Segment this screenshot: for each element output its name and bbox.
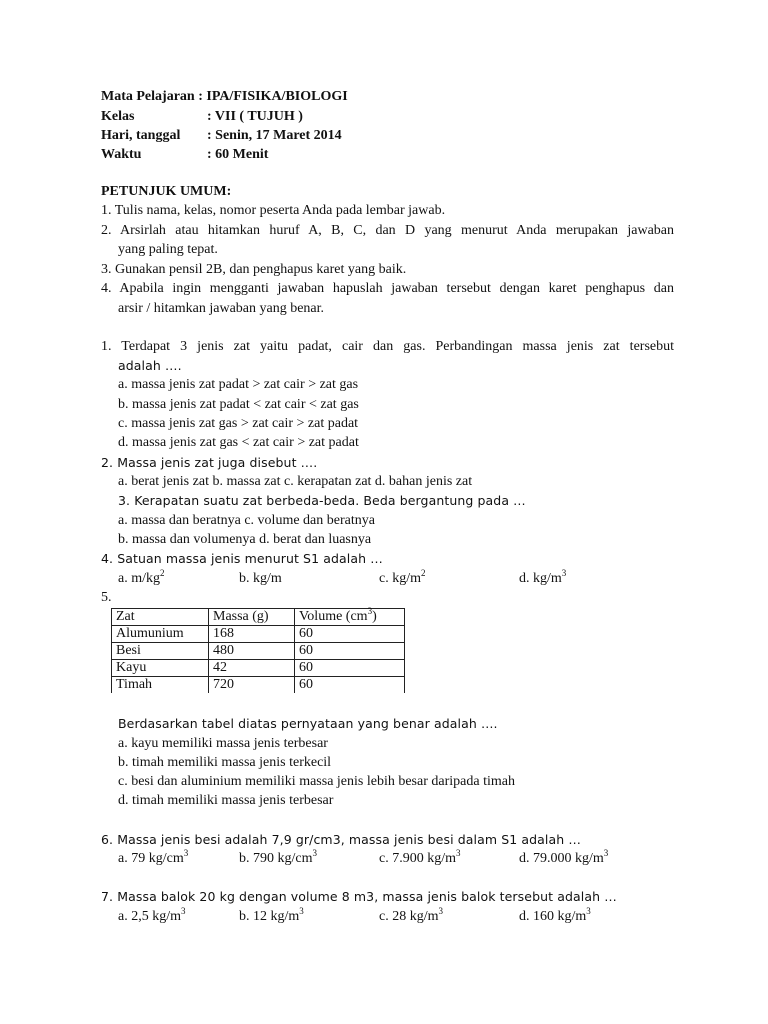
q5-option-b: b. timah memiliki massa jenis terkecil: [118, 755, 332, 770]
table-cell: 60: [295, 626, 405, 643]
q1-option-c: c. massa jenis zat gas > zat cair > zat padat: [118, 416, 359, 431]
header-time: [101, 147, 268, 163]
table-header-row: [112, 609, 405, 626]
class-value: : VII ( TUJUH ): [207, 109, 303, 124]
instruction-2a: 2. Arsirlah atau hitamkan huruf A, B, C, dan D yang menurut Anda merupakan jawaban: [101, 223, 674, 238]
q7-option-b-text: b. 12 kg/m: [239, 909, 300, 924]
date-label: Hari, tanggal: [101, 128, 181, 143]
table-cell: Besi: [112, 643, 209, 660]
table-cell: Timah: [112, 677, 209, 694]
table-cell: Kayu: [112, 660, 209, 677]
volume-header-close: ): [372, 609, 377, 624]
q6-option-d: [519, 848, 609, 867]
q4-option-a: [118, 568, 165, 587]
density-table: [111, 608, 405, 693]
subject-value: : IPA/FISIKA/BIOLOGI: [198, 89, 348, 104]
q4-option-a-text: a. m/kg: [118, 571, 160, 586]
volume-header-text: Volume (cm: [299, 609, 368, 624]
table-cell: Alumunium: [112, 626, 209, 643]
q7-option-d: [519, 906, 591, 925]
q2-stem: 2. Massa jenis zat juga disebut ….: [101, 455, 318, 470]
q4-stem: 4. Satuan massa jenis menurut S1 adalah …: [101, 551, 383, 566]
q4-option-d-sup: 3: [561, 568, 567, 578]
q5-option-d: d. timah memiliki massa jenis terbesar: [118, 793, 334, 808]
q6-option-b: [239, 848, 317, 867]
q1-option-a: a. massa jenis zat padat > zat cair > zat gas: [118, 377, 359, 392]
table-header-cell: [295, 606, 405, 626]
table-row: [112, 643, 405, 660]
q7-option-b-sup: 3: [299, 906, 304, 916]
q7-option-a-sup: 3: [181, 906, 186, 916]
instruction-4a: 4. Apabila ingin mengganti jawaban hapuslah jawaban tersebut dengan karet penghapus dan: [101, 281, 674, 296]
q1-option-d: d. massa jenis zat gas < zat cair > zat padat: [118, 435, 359, 450]
table-row: [112, 660, 405, 677]
q7-option-c-sup: 3: [438, 906, 443, 916]
q7-option-c: [379, 906, 443, 925]
q6-stem: 6. Massa jenis besi adalah 7,9 gr/cm3, massa jenis besi dalam S1 adalah …: [101, 832, 581, 847]
table-cell: 480: [209, 643, 295, 660]
table-header-cell: Zat: [112, 609, 209, 626]
table-cell: 60: [295, 660, 405, 677]
q1-stem-a: 1. Terdapat 3 jenis zat yaitu padat, cair dan gas. Perbandingan massa jenis zat tersebut: [101, 339, 674, 354]
date-value: : Senin, 17 Maret 2014: [207, 128, 342, 143]
q4-option-a-sup: 2: [160, 568, 165, 578]
q7-stem: 7. Massa balok 20 kg dengan volume 8 m3, massa jenis balok tersebut adalah …: [101, 889, 617, 904]
table-cell: 720: [209, 677, 295, 694]
table-cell: 168: [209, 626, 295, 643]
q3-stem: 3. Kerapatan suatu zat berbeda-beda. Beda bergantung pada …: [118, 493, 526, 508]
q6-option-b-text: b. 790 kg/cm: [239, 851, 313, 866]
instruction-4b: arsir / hitamkan jawaban yang benar.: [118, 301, 325, 316]
q6-option-c: [379, 848, 461, 867]
q3-options-line2: b. massa dan volumenya d. berat dan luasnya: [118, 532, 372, 547]
header-subject: [101, 89, 348, 105]
time-value: : 60 Menit: [207, 147, 269, 162]
q6-option-a-sup: 3: [183, 848, 189, 858]
q7-option-a-text: a. 2,5 kg/m: [118, 909, 181, 924]
q1-option-b: b. massa jenis zat padat < zat cair < zat gas: [118, 397, 359, 412]
q6-option-a-text: a. 79 kg/cm: [118, 851, 184, 866]
class-label: Kelas: [101, 109, 135, 124]
q7-option-d-sup: 3: [586, 906, 591, 916]
q6-option-c-sup: 3: [456, 848, 461, 858]
q4-option-d-text: d. kg/m: [519, 571, 562, 586]
q5-option-a: a. kayu memiliki massa jenis terbesar: [118, 736, 328, 751]
q2-options: a. berat jenis zat b. massa zat c. kerapatan zat d. bahan jenis zat: [118, 474, 473, 489]
q6-option-d-text: d. 79.000 kg/m: [519, 851, 604, 866]
q5-option-c: c. besi dan aluminium memiliki massa jenis lebih besar daripada timah: [118, 774, 515, 789]
table-row: [112, 677, 405, 694]
q6-option-a: [118, 848, 189, 867]
table-row: [112, 626, 405, 643]
q4-option-c-sup: 2: [421, 568, 426, 578]
q7-option-b: [239, 906, 304, 925]
q6-option-c-text: c. 7.900 kg/m: [379, 851, 456, 866]
instruction-1: 1. Tulis nama, kelas, nomor peserta Anda pada lembar jawab.: [101, 203, 446, 218]
q6-option-b-sup: 3: [312, 848, 317, 858]
q3-options-line1: a. massa dan beratnya c. volume dan beratnya: [118, 513, 375, 528]
q7-option-d-text: d. 160 kg/m: [519, 909, 587, 924]
q4-option-c: [379, 568, 426, 587]
table-cell: 42: [209, 660, 295, 677]
volume-header-sup: 3: [367, 606, 373, 616]
q4-option-c-text: c. kg/m: [379, 571, 421, 586]
instruction-2b: yang paling tepat.: [118, 242, 218, 257]
instruction-3: 3. Gunakan pensil 2B, dan penghapus karet yang baik.: [101, 262, 407, 277]
subject-label: Mata Pelajaran: [101, 89, 195, 104]
q5-number: 5.: [101, 590, 112, 605]
q4-option-b: b. kg/m: [239, 571, 282, 586]
q7-option-a: [118, 906, 186, 925]
table-header-cell: Massa (g): [209, 609, 295, 626]
q6-option-d-sup: 3: [603, 848, 609, 858]
time-label: Waktu: [101, 147, 142, 162]
q1-stem-b: adalah ….: [118, 358, 182, 373]
q7-option-c-text: c. 28 kg/m: [379, 909, 439, 924]
q5-stem: Berdasarkan tabel diatas pernyataan yang benar adalah ….: [118, 716, 498, 731]
instructions-title: PETUNJUK UMUM:: [101, 184, 232, 199]
table-cell: 60: [295, 643, 405, 660]
table-cell: 60: [295, 677, 405, 694]
q4-option-d: [519, 568, 567, 587]
header-date: [101, 128, 342, 144]
header-class: [101, 109, 303, 125]
